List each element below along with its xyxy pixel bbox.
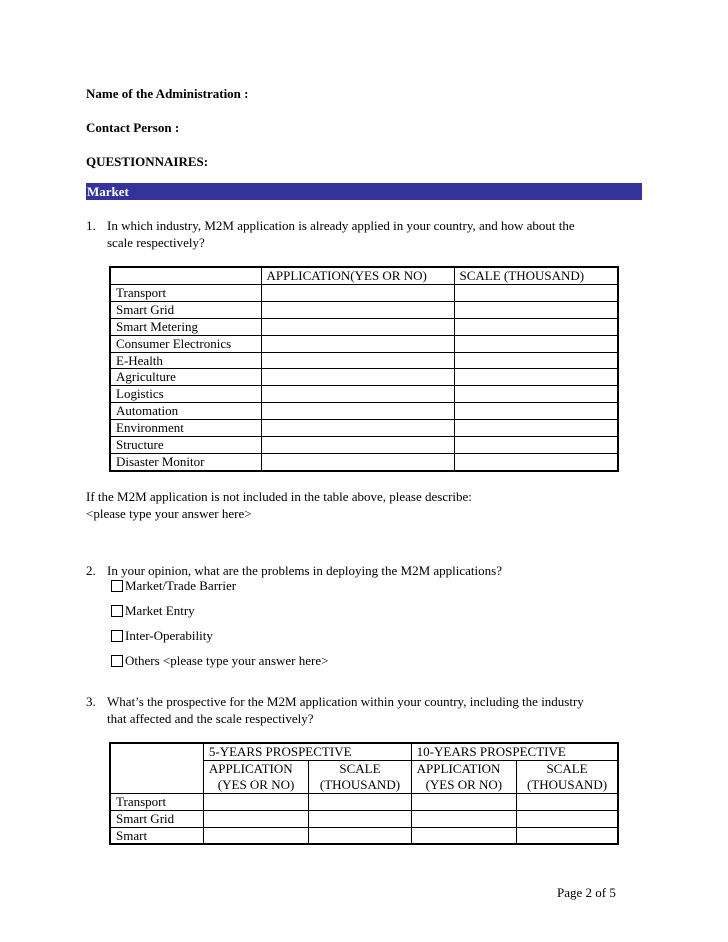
col-header-scale: SCALE (THOUSAND) — [454, 267, 618, 284]
application-input-cell[interactable] — [261, 420, 454, 437]
scale-input-cell[interactable] — [454, 335, 618, 352]
subheader-thousand: (THOUSAND) — [517, 777, 618, 793]
row-label-smart: Smart — [110, 827, 203, 844]
scale-input-cell[interactable] — [454, 437, 618, 454]
scale-input-cell[interactable] — [454, 386, 618, 403]
q1-answer-field[interactable]: <please type your answer here> — [86, 506, 252, 521]
subheader-yes-no: (YES OR NO) — [203, 777, 308, 793]
q2-text: In your opinion, what are the problems in deploying the M2M applications? — [107, 563, 502, 578]
row-label-logistics: Logistics — [110, 386, 261, 403]
col-header-5-years: 5-YEARS PROSPECTIVE — [203, 743, 411, 760]
application-input-cell[interactable] — [261, 369, 454, 386]
q1-followup-prompt: If the M2M application is not included in the table above, please describe: — [86, 489, 472, 504]
row-label-environment: Environment — [110, 420, 261, 437]
application-input-cell[interactable] — [261, 318, 454, 335]
table-row — [110, 420, 618, 437]
q1-table — [109, 266, 619, 472]
row-label-transport: Transport — [110, 284, 261, 301]
table-header-row — [110, 743, 618, 760]
option-label: Market/Trade Barrier — [125, 578, 237, 593]
table-row — [110, 386, 618, 403]
application-input-cell[interactable] — [261, 403, 454, 420]
table-row — [110, 403, 618, 420]
input-cell[interactable] — [309, 810, 411, 827]
table-row — [110, 284, 618, 301]
table-row — [110, 793, 618, 810]
row-label-e-health: E-Health — [110, 352, 261, 369]
input-cell[interactable] — [411, 827, 516, 844]
row-label-structure: Structure — [110, 437, 261, 454]
table-row — [110, 437, 618, 454]
q3-number: 3. — [86, 694, 96, 709]
application-input-cell[interactable] — [261, 335, 454, 352]
subheader-yes-no: (YES OR NO) — [411, 777, 516, 793]
scale-input-cell[interactable] — [454, 318, 618, 335]
row-label-agriculture: Agriculture — [110, 369, 261, 386]
q3-table — [109, 742, 619, 845]
table-row — [110, 810, 618, 827]
scale-input-cell[interactable] — [454, 453, 618, 470]
table-row — [110, 335, 618, 352]
option-label: Market Entry — [125, 603, 195, 618]
checkbox-others[interactable] — [111, 655, 123, 667]
checkbox-market-trade-barrier[interactable] — [111, 580, 123, 592]
subheader-application: APPLICATION — [411, 760, 516, 776]
input-cell[interactable] — [517, 827, 618, 844]
scale-input-cell[interactable] — [454, 284, 618, 301]
scale-input-cell[interactable] — [454, 301, 618, 318]
row-label-consumer-electronics: Consumer Electronics — [110, 335, 261, 352]
application-input-cell[interactable] — [261, 301, 454, 318]
input-cell[interactable] — [411, 793, 516, 810]
input-cell[interactable] — [203, 810, 308, 827]
application-input-cell[interactable] — [261, 437, 454, 454]
input-cell[interactable] — [309, 793, 411, 810]
option-label: Others <please type your answer here> — [125, 653, 329, 668]
row-label-smart-metering: Smart Metering — [110, 318, 261, 335]
q1-number: 1. — [86, 218, 96, 233]
row-label-transport: Transport — [110, 793, 203, 810]
table-header-row — [110, 267, 618, 284]
col-header-10-years: 10-YEARS PROSPECTIVE — [411, 743, 618, 760]
q2-number: 2. — [86, 563, 96, 578]
row-label-smart-grid: Smart Grid — [110, 810, 203, 827]
input-cell[interactable] — [517, 793, 618, 810]
row-label-automation: Automation — [110, 403, 261, 420]
application-input-cell[interactable] — [261, 386, 454, 403]
q3-text-line2: that affected and the scale respectively? — [107, 711, 314, 726]
checkbox-inter-operability[interactable] — [111, 630, 123, 642]
subheader-scale: SCALE — [309, 760, 411, 776]
scale-input-cell[interactable] — [454, 403, 618, 420]
admin-name-label: Name of the Administration : — [86, 86, 249, 101]
table-corner-cell — [110, 743, 203, 793]
col-header-application: APPLICATION(YES OR NO) — [261, 267, 454, 284]
section-band-market — [86, 183, 642, 200]
table-row — [110, 301, 618, 318]
option-label: Inter-Operability — [125, 628, 213, 643]
table-corner-cell — [110, 267, 261, 284]
application-input-cell[interactable] — [261, 284, 454, 301]
input-cell[interactable] — [203, 793, 308, 810]
table-row — [110, 453, 618, 470]
q1-text-line2: scale respectively? — [107, 235, 205, 250]
subheader-scale: SCALE — [517, 760, 618, 776]
page-number: Page 2 of 5 — [557, 885, 616, 900]
checkbox-market-entry[interactable] — [111, 605, 123, 617]
q3-text-line1: What’s the prospective for the M2M application within your country, including the industry — [107, 694, 584, 709]
application-input-cell[interactable] — [261, 453, 454, 470]
input-cell[interactable] — [411, 810, 516, 827]
questionnaires-heading: QUESTIONNAIRES: — [86, 154, 209, 169]
table-row — [110, 352, 618, 369]
section-title: Market — [87, 184, 129, 199]
input-cell[interactable] — [203, 827, 308, 844]
scale-input-cell[interactable] — [454, 369, 618, 386]
row-label-smart-grid: Smart Grid — [110, 301, 261, 318]
table-row — [110, 318, 618, 335]
q1-text-line1: In which industry, M2M application is already applied in your country, and how about the — [107, 218, 575, 233]
input-cell[interactable] — [309, 827, 411, 844]
table-row — [110, 827, 618, 844]
subheader-thousand: (THOUSAND) — [309, 777, 411, 793]
table-row — [110, 369, 618, 386]
scale-input-cell[interactable] — [454, 420, 618, 437]
input-cell[interactable] — [517, 810, 618, 827]
contact-person-label: Contact Person : — [86, 120, 180, 135]
row-label-disaster-monitor: Disaster Monitor — [110, 453, 261, 470]
subheader-application: APPLICATION — [203, 760, 308, 776]
scale-input-cell[interactable] — [454, 352, 618, 369]
application-input-cell[interactable] — [261, 352, 454, 369]
